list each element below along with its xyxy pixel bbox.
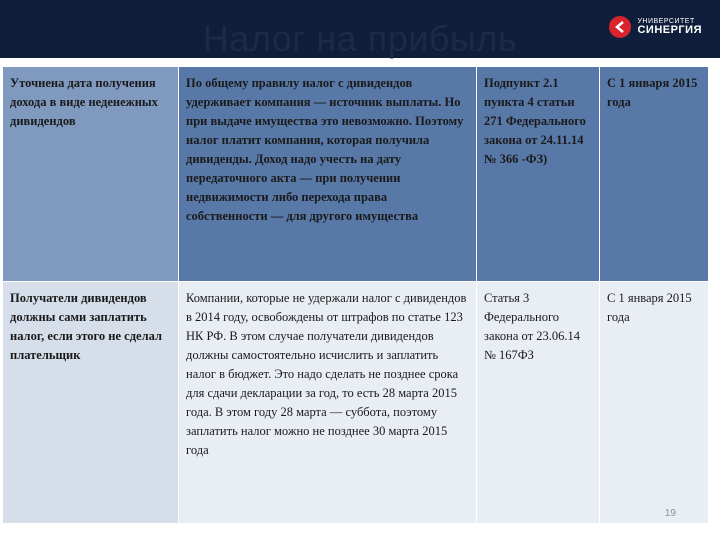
row-topic: Получатели дивидендов должны сами заплатить налог, если этого не сделал плательщик bbox=[3, 282, 179, 524]
page-number: 19 bbox=[664, 508, 676, 519]
row-law-reference: Статья 3 Федерального закона от 23.06.14 № 167ФЗ bbox=[477, 282, 600, 524]
logo-line2: СИНЕРГИЯ bbox=[637, 24, 702, 36]
university-logo bbox=[609, 16, 702, 38]
row-effective-date: С 1 января 2015 года bbox=[600, 67, 709, 282]
table-row bbox=[3, 67, 709, 282]
logo-text bbox=[637, 18, 702, 36]
logo-line1: УНИВЕРСИТЕТ bbox=[637, 18, 695, 25]
row-description: По общему правилу налог с дивидендов удерживает компания — источник выплаты. Но при выдаче имущества это невозможно. Поэтому налог платит компания, которая получила дивиденды. Доход надо учесть на дату передаточного акта — при получении недвижимости либо перехода права собственности — для другого имущества bbox=[179, 67, 477, 282]
row-topic: Уточнена дата получения дохода в виде неденежных дивидендов bbox=[3, 67, 179, 282]
row-effective-date: С 1 января 2015 года bbox=[600, 282, 709, 524]
page-title: Налог на прибыль bbox=[202, 18, 518, 59]
tax-changes-table bbox=[2, 66, 709, 524]
synergy-logo-icon bbox=[609, 16, 631, 38]
table-row bbox=[3, 282, 709, 524]
row-description: Компании, которые не удержали налог с дивидендов в 2014 году, освобождены от штрафов по статье 123 НК РФ. В этом случае получатели дивидендов должны самостоятельно исчислить и заплатить налог в бюджет. Это надо сделать не позднее срока для сдачи декларации за год, то есть 28 марта 2015 года. В этом году 28 марта — суббота, поэтому заплатить налог можно не позднее 30 марта 2015 года bbox=[179, 282, 477, 524]
row-law-reference: Подпункт 2.1 пункта 4 статьи 271 Федерального закона от 24.11.14 № 366 -ФЗ) bbox=[477, 67, 600, 282]
